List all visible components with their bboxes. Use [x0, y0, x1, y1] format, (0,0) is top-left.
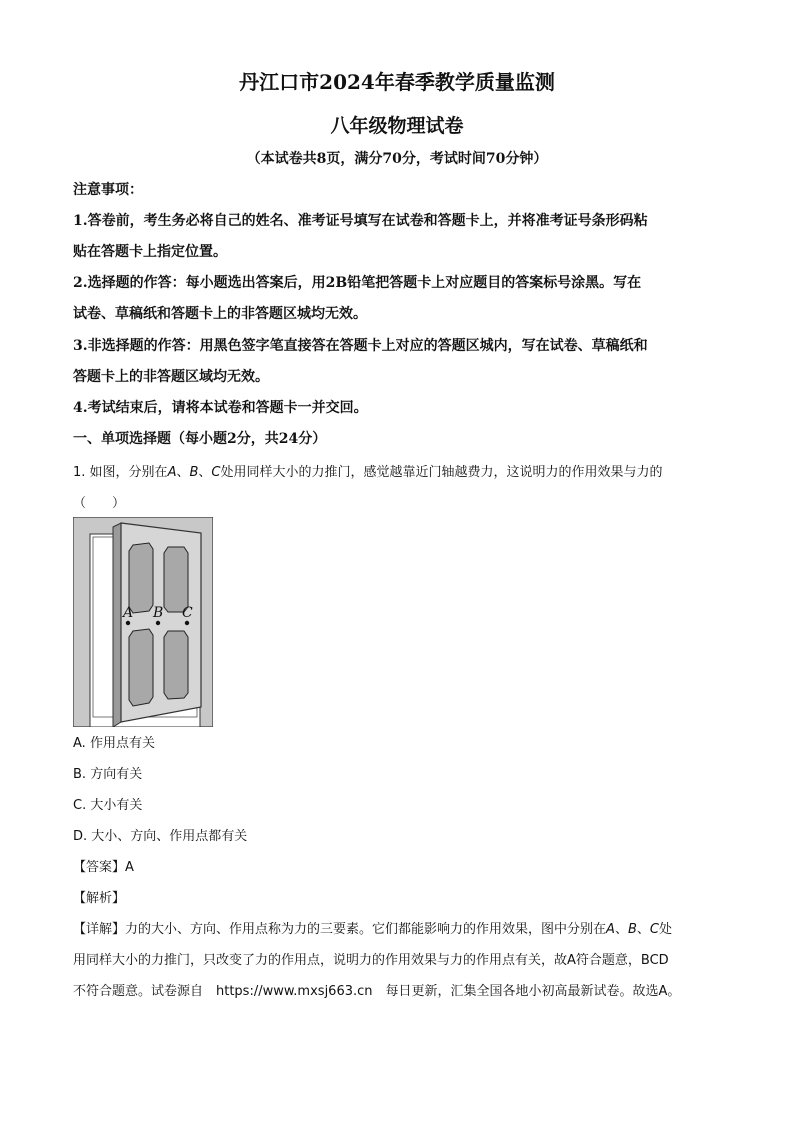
separator: 、 — [176, 465, 190, 480]
point-b-ref: B — [627, 922, 637, 937]
door-panel-top-right — [164, 547, 188, 612]
option-c — [73, 796, 142, 816]
question-stem-post: 处用同样大小的力推门，感觉越靠近门轴越费力，这说明力的作用效果与力的 — [220, 465, 663, 480]
separator: 、 — [614, 922, 628, 937]
detail-text: 处 — [658, 922, 672, 937]
point-a-label: A — [167, 465, 177, 480]
point-b-label: B — [189, 465, 199, 480]
page-subtitle: 八年级物理试卷 — [330, 115, 464, 137]
point-a-dot — [126, 621, 130, 625]
question-stem-pre: 如图，分别在 — [89, 465, 168, 480]
analysis-label: 【解析】 — [73, 891, 126, 906]
figure-label-b: B — [153, 605, 164, 621]
option-text: 大小有关 — [90, 798, 143, 813]
point-b-dot — [156, 621, 160, 625]
point-c-ref: C — [649, 922, 659, 937]
figure-label-a: A — [123, 605, 134, 621]
point-a-ref: A — [606, 922, 615, 937]
option-letter: B. — [73, 767, 87, 782]
door-edge — [113, 523, 121, 727]
separator: 、 — [198, 465, 212, 480]
door-panel-bottom-right — [164, 631, 188, 699]
detail-line-2: 用同样大小的力推门，只改变了力的作用点，说明力的作用效果与力的作用点有关，故A符合题意，BCD — [73, 953, 669, 968]
detail-line-3: 不符合题意。试卷源自 https://www.mxsj663.cn 每日更新，汇集全国各地小初高最新试卷。故选A。 — [73, 984, 681, 999]
answer-value: A — [125, 860, 134, 875]
notice-item-1-line-2: 贴在答题卡上指定位置。 — [73, 244, 227, 260]
notice-item-3-line-1: 3.非选择题的作答：用黑色签字笔直接答在答题卡上对应的答题区城内，写在试卷、草稿纸和 — [73, 338, 648, 354]
point-c-dot — [185, 621, 189, 625]
section-1-heading: 一、单项选择题（每小题2分，共24分） — [73, 431, 327, 447]
door-figure — [73, 517, 213, 727]
point-c-label: C — [211, 465, 221, 480]
option-text: 大小、方向、作用点都有关 — [91, 829, 248, 844]
question-1-stem — [73, 463, 663, 483]
option-letter: C. — [73, 798, 87, 813]
option-a — [73, 734, 155, 754]
notice-heading: 注意事项： — [73, 182, 143, 198]
notice-item-2-line-1: 2.选择题的作答：每小题选出答案后，用2B铅笔把答题卡上对应题目的答案标号涂黑。写在 — [73, 275, 642, 291]
separator: 、 — [636, 922, 650, 937]
exam-info: （本试卷共8页，满分70分，考试时间70分钟） — [246, 151, 548, 167]
detail-line-1 — [73, 920, 672, 940]
door-panel-top-left — [129, 543, 153, 613]
answer-label: 【答案】 — [73, 860, 126, 875]
question-number: 1. — [73, 465, 86, 480]
door-panel-bottom-left — [129, 629, 153, 706]
figure-label-c: C — [182, 605, 193, 621]
option-text: 作用点有关 — [89, 736, 155, 751]
page-title: 丹江口市2024年春季教学质量监测 — [239, 70, 555, 94]
option-letter: D. — [73, 829, 88, 844]
option-d — [73, 827, 247, 847]
answer-bracket: （ ） — [73, 496, 126, 511]
notice-item-3-line-2: 答题卡上的非答题区域均无效。 — [73, 369, 269, 385]
option-letter: A. — [73, 736, 86, 751]
option-text: 方向有关 — [90, 767, 143, 782]
option-b — [73, 765, 142, 785]
detail-label: 【详解】 — [73, 922, 126, 937]
answer-line — [73, 858, 134, 878]
notice-item-1-line-1: 1.答卷前，考生务必将自己的姓名、准考证号填写在试卷和答题卡上，并将准考证号条形码粘 — [73, 213, 648, 229]
detail-text: 力的大小、方向、作用点称为力的三要素。它们都能影响力的作用效果，图中分别在 — [125, 922, 607, 937]
notice-item-4: 4.考试结束后，请将本试卷和答题卡一并交回。 — [73, 400, 368, 416]
notice-item-2-line-2: 试卷、草稿纸和答题卡上的非答题区城均无效。 — [73, 306, 367, 322]
